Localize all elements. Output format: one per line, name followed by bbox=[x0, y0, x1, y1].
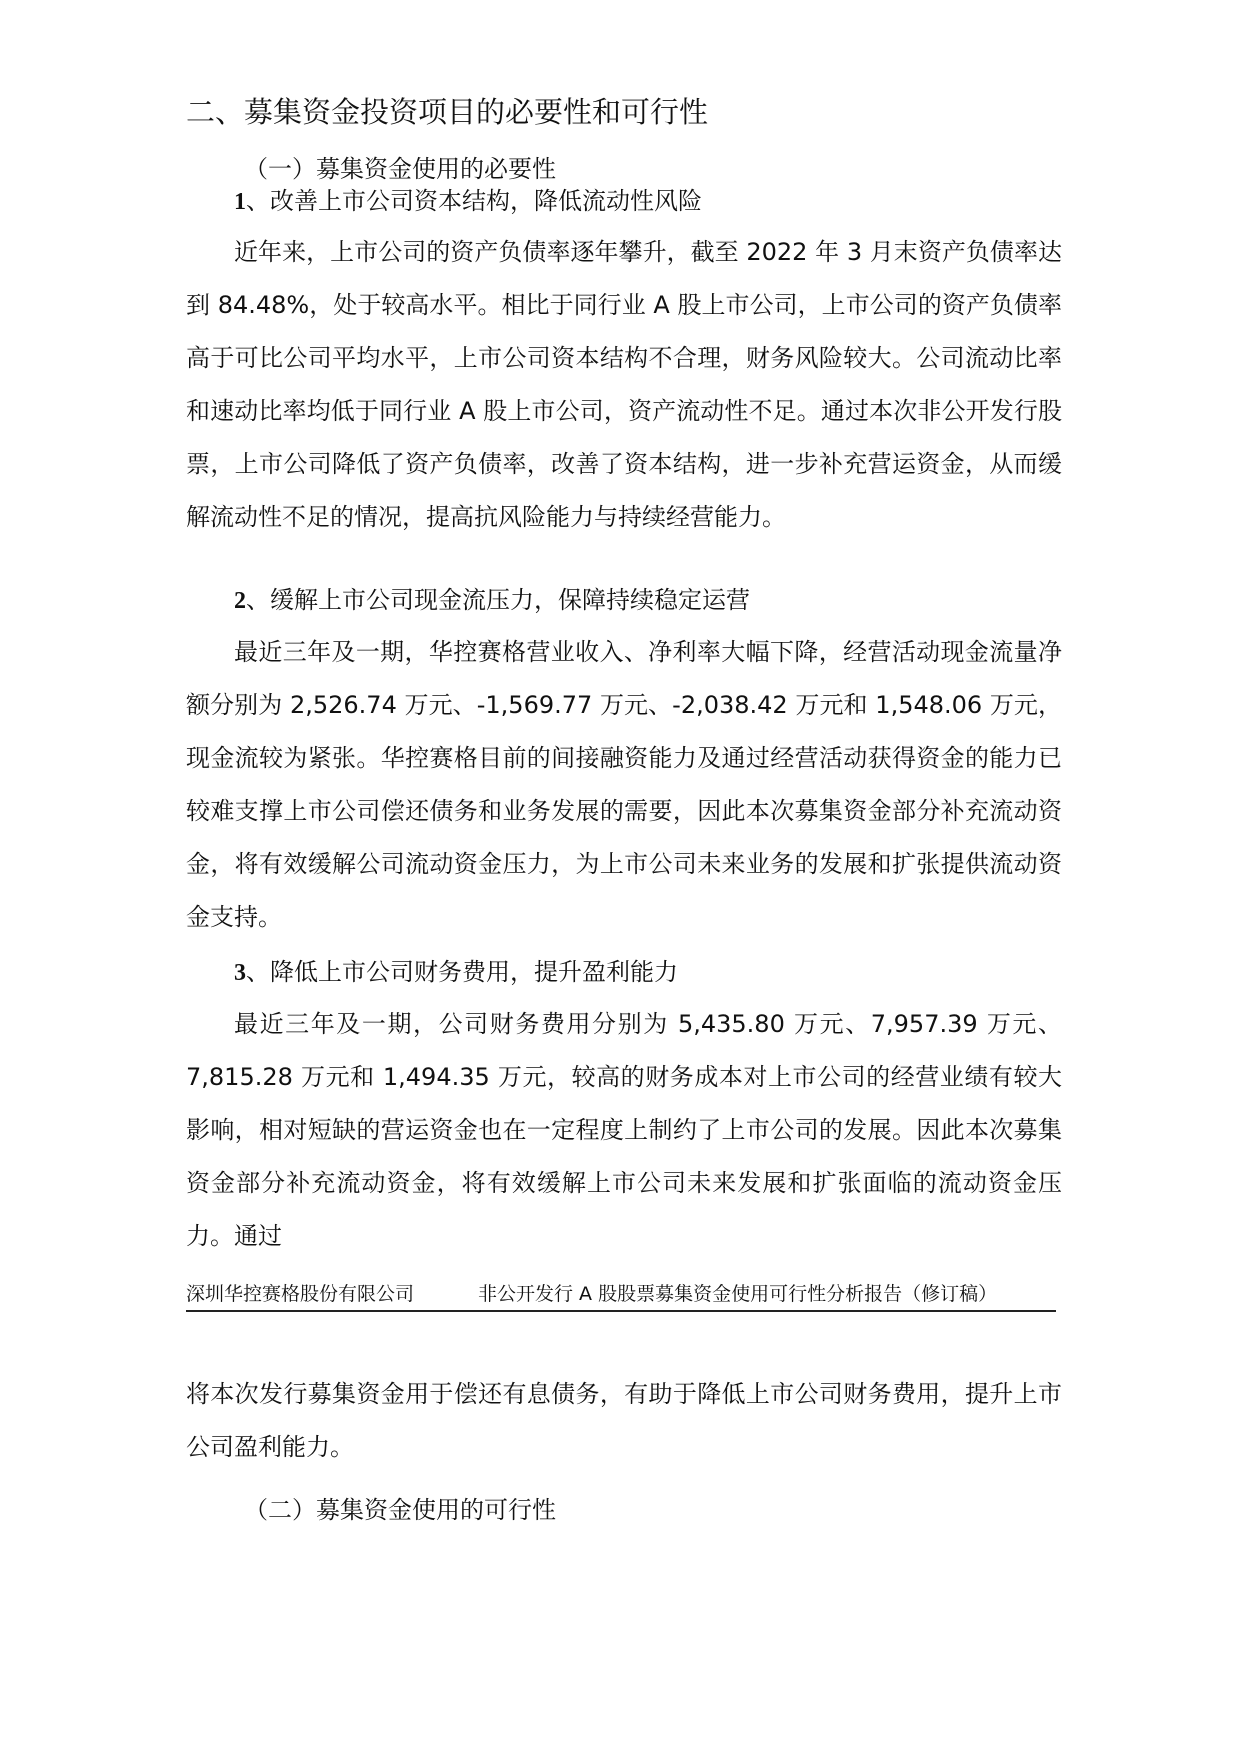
subsection-title-necessity: （一）募集资金使用的必要性 bbox=[244, 155, 556, 183]
item-1-number: 1 bbox=[234, 189, 246, 215]
item-3-paragraph: 最近三年及一期，公司财务费用分别为 5,435.80 万元、7,957.39 万元、7,815.28 万元和 1,494.35 万元，较高的财务成本对上市公司的经营业绩有较大影响，相对短缺的营运资金也在一定程度上制约了上市公司的发展。因此本次募集资金部分补充流动资金，将有效缓解上市公司未来发展和扩张面临的流动资金压力。通过 bbox=[186, 1010, 1062, 1250]
footer-report-title: 非公开发行 A 股股票募集资金使用可行性分析报告（修订稿） bbox=[478, 1283, 998, 1305]
item-3-title: 、降低上市公司财务费用，提升盈利能力 bbox=[246, 958, 678, 986]
item-3-heading bbox=[234, 955, 678, 990]
item-2-title: 、缓解上市公司现金流压力，保障持续稳定运营 bbox=[246, 586, 750, 614]
item-3-number: 3 bbox=[234, 960, 246, 986]
section-title: 二、募集资金投资项目的必要性和可行性 bbox=[186, 95, 709, 129]
item-1-paragraph: 近年来，上市公司的资产负债率逐年攀升，截至 2022 年 3 月末资产负债率达到 84.48%，处于较高水平。相比于同行业 A 股上市公司，上市公司的资产负债率高于可比公司平均水平，上市公司资本结构不合理，财务风险较大。公司流动比率和速动比率均低于同行业 A 股上市公司，资产流动性不足。通过本次非公开发行股票，上市公司降低了资产负债率，改善了资本结构，进一步补充营运资金，从而缓解流动性不足的情况，提高抗风险能力与持续经营能力。 bbox=[186, 238, 1062, 531]
page-footer bbox=[186, 1278, 1056, 1312]
item-2-heading bbox=[234, 583, 750, 618]
item-3-continuation: 将本次发行募集资金用于偿还有息债务，有助于降低上市公司财务费用，提升上市公司盈利能力。 bbox=[186, 1380, 1062, 1461]
item-1-heading bbox=[234, 184, 702, 219]
footer-company: 深圳华控赛格股份有限公司 bbox=[186, 1283, 415, 1305]
item-2-number: 2 bbox=[234, 588, 246, 614]
item-1-title: 、改善上市公司资本结构，降低流动性风险 bbox=[246, 187, 702, 215]
subsection-title-feasibility: （二）募集资金使用的可行性 bbox=[244, 1496, 556, 1524]
item-2-paragraph: 最近三年及一期，华控赛格营业收入、净利率大幅下降，经营活动现金流量净额分别为 2,526.74 万元、-1,569.77 万元、-2,038.42 万元和 1,548.06 万元，现金流较为紧张。华控赛格目前的间接融资能力及通过经营活动获得资金的能力已较难支撑上市公司偿还债务和业务发展的需要，因此本次募集资金部分补充流动资金，将有效缓解公司流动资金压力，为上市公司未来业务的发展和扩张提供流动资金支持。 bbox=[186, 638, 1062, 931]
